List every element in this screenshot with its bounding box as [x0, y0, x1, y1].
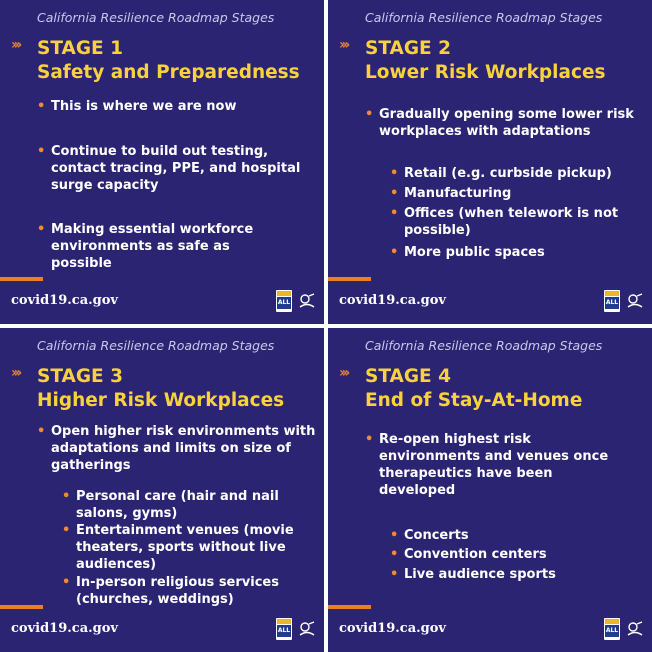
stage-1-panel — [0, 0, 324, 324]
stage-number: STAGE 3 — [37, 366, 123, 387]
all-logo-icon: ALL — [276, 618, 292, 640]
bullet-dot-icon: • — [365, 107, 374, 122]
stage-name: End of Stay-At-Home — [365, 390, 583, 411]
footer-url: covid19.ca.gov — [11, 621, 118, 636]
bullet-item: • Open higher risk environments with adaptations and limits on size of gatherings — [37, 424, 316, 473]
bullet-dot-icon: • — [390, 206, 399, 221]
bullet-dot-icon: • — [62, 489, 71, 504]
bullet-dot-icon: • — [37, 99, 46, 114]
stage-name: Safety and Preparedness — [37, 62, 300, 83]
bullet-dot-icon: • — [37, 424, 46, 439]
stage-3-panel — [0, 328, 324, 652]
bullet-item: • Making essential workforce environments as safe as possible — [37, 222, 254, 271]
bullet-dot-icon: • — [37, 222, 46, 237]
accent-bar — [0, 277, 43, 281]
stage-title — [37, 37, 300, 85]
california-poppy-logo-icon — [626, 293, 644, 309]
stage-4-panel — [328, 328, 652, 652]
panel-header: California Resilience Roadmap Stages — [365, 10, 603, 25]
panel-header: California Resilience Roadmap Stages — [37, 338, 275, 353]
bullet-dot-icon: • — [62, 523, 71, 538]
sub-bullet-item: • Personal care (hair and nail salons, gyms) — [62, 489, 279, 521]
all-logo-icon: ALL — [604, 290, 620, 312]
double-chevron-right-icon: ››› — [11, 37, 20, 53]
stage-name: Lower Risk Workplaces — [365, 62, 606, 83]
sub-bullet-item: • Live audience sports — [390, 567, 556, 582]
bullet-item: • Continue to build out testing, contact tracing, PPE, and hospital surge capacity — [37, 144, 301, 193]
sub-bullet-item: • Manufacturing — [390, 186, 512, 201]
accent-bar — [328, 277, 371, 281]
bullet-dot-icon: • — [390, 547, 399, 562]
stage-name: Higher Risk Workplaces — [37, 390, 285, 411]
bullet-dot-icon: • — [390, 567, 399, 582]
bullet-dot-icon: • — [390, 186, 399, 201]
bullet-dot-icon: • — [390, 166, 399, 181]
sub-bullet-item: • Retail (e.g. curbside pickup) — [390, 166, 612, 181]
california-poppy-logo-icon — [626, 621, 644, 637]
footer-url: covid19.ca.gov — [339, 621, 446, 636]
panel-header: California Resilience Roadmap Stages — [365, 338, 603, 353]
sub-bullet-item: • In-person religious services (churches, weddings) — [62, 575, 279, 607]
stage-title — [365, 37, 606, 85]
bullet-item: • This is where we are now — [37, 99, 237, 114]
california-poppy-logo-icon — [298, 621, 316, 637]
stage-number: STAGE 1 — [37, 38, 123, 59]
stage-title — [37, 365, 284, 413]
bullet-dot-icon: • — [365, 432, 374, 447]
bullet-dot-icon: • — [390, 245, 399, 260]
bullet-item: • Gradually opening some lower risk workplaces with adaptations — [365, 107, 634, 139]
all-logo-icon: ALL — [604, 618, 620, 640]
sub-bullet-item: • Offices (when telework is not possible) — [390, 206, 619, 238]
panel-header: California Resilience Roadmap Stages — [37, 10, 275, 25]
stage-2-panel — [328, 0, 652, 324]
sub-bullet-item: • Entertainment venues (movie theaters, sports without live audiences) — [62, 523, 294, 572]
stage-title — [365, 365, 582, 413]
bullet-item: • Re-open highest risk environments and venues once therapeutics have been developed — [365, 432, 609, 498]
double-chevron-right-icon: ››› — [339, 37, 348, 53]
footer-url: covid19.ca.gov — [11, 293, 118, 308]
sub-bullet-item: • Convention centers — [390, 547, 547, 562]
sub-bullet-item: • More public spaces — [390, 245, 545, 260]
california-poppy-logo-icon — [298, 293, 316, 309]
all-logo-icon: ALL — [276, 290, 292, 312]
double-chevron-right-icon: ››› — [11, 365, 20, 381]
bullet-dot-icon: • — [62, 575, 71, 590]
footer-url: covid19.ca.gov — [339, 293, 446, 308]
bullet-dot-icon: • — [390, 528, 399, 543]
accent-bar — [0, 605, 43, 609]
stage-number: STAGE 4 — [365, 366, 451, 387]
double-chevron-right-icon: ››› — [339, 365, 348, 381]
bullet-dot-icon: • — [37, 144, 46, 159]
accent-bar — [328, 605, 371, 609]
stage-number: STAGE 2 — [365, 38, 451, 59]
sub-bullet-item: • Concerts — [390, 528, 469, 543]
